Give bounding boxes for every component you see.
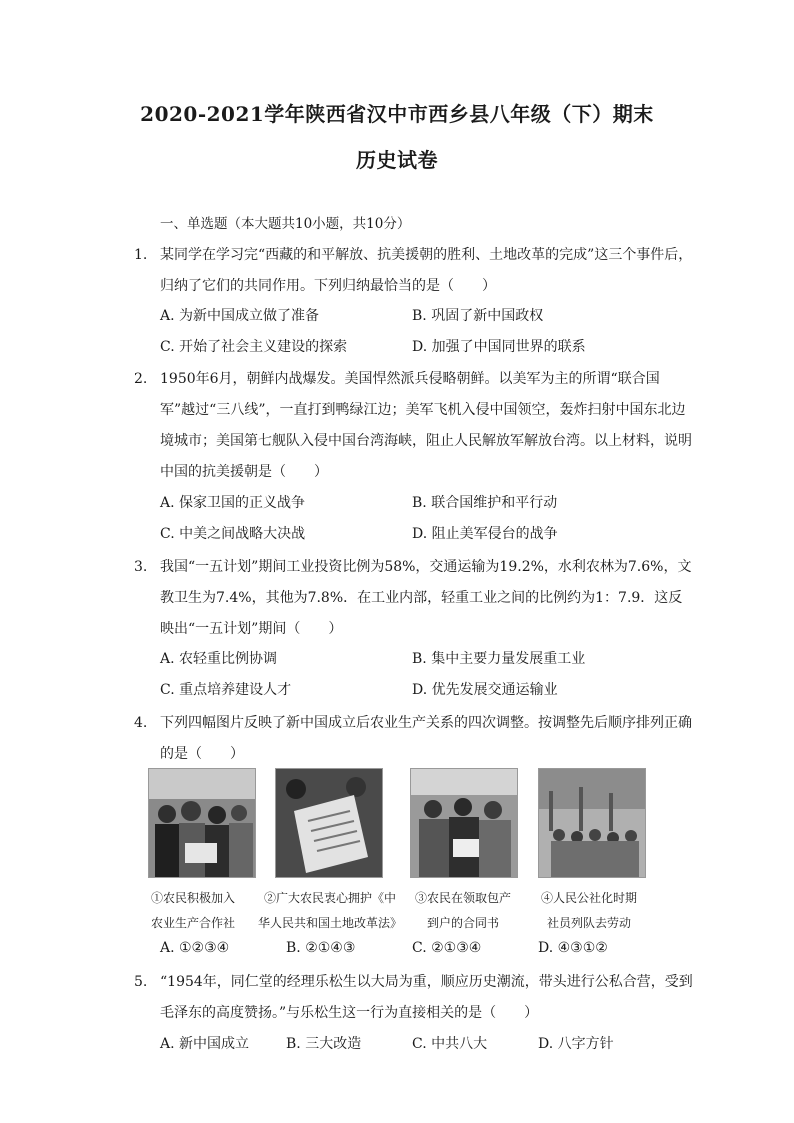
caption-line: 华人民共和国土地改革法》 [257, 916, 402, 930]
exam-title-line-1: 2020-2021学年陕西省汉中市西乡县八年级（下）期末 [140, 102, 654, 126]
option-a: A. 为新中国成立做了准备 [160, 308, 320, 324]
photo-3-household-contract [410, 768, 518, 878]
question-number: 2. [134, 371, 148, 387]
caption-line: 到户的合同书 [426, 916, 499, 930]
caption-line: ②广大农民衷心拥护《中 [263, 891, 396, 905]
question-5 [134, 967, 694, 1029]
photo-2-caption [256, 886, 404, 936]
question-3 [134, 552, 694, 645]
photo-1-caption [128, 886, 258, 936]
option-c: C. ②①③④ [412, 940, 482, 956]
question-number: 4. [134, 715, 148, 731]
photo-4-peoples-commune [538, 768, 646, 878]
option-a: A. ①②③④ [160, 940, 230, 956]
option-c: C. 中美之间战略大决战 [160, 526, 306, 542]
caption-line: 农业生产合作社 [150, 916, 235, 930]
question-stem: 1950年6月，朝鲜内战爆发。美国悍然派兵侵略朝鲜。以美军为主的所谓“联合国军”越过“三八线”，一直打到鸭绿江边；美军飞机入侵中国领空，轰炸扫射中国东北边境城市；美国第七舰队入侵中国台湾海峡，阻止人民解放军解放台湾。以上材料，说明中国的抗美援朝是（ ） [160, 371, 692, 480]
question-stem: 下列四幅图片反映了新中国成立后农业生产关系的四次调整。按调整先后顺序排列正确的是（ ） [160, 715, 692, 762]
option-d: D. ④③①② [538, 940, 608, 956]
caption-line: ③农民在领取包产 [414, 891, 511, 905]
option-d: D. 八字方针 [538, 1036, 614, 1052]
caption-line: ①农民积极加入 [150, 891, 235, 905]
question-number: 3. [134, 559, 148, 575]
option-a: A. 农轻重比例协调 [160, 651, 278, 667]
section-heading: 一、单选题（本大题共10小题，共10分） [160, 216, 411, 232]
question-2 [134, 364, 694, 488]
option-b: B. 三大改造 [286, 1036, 362, 1052]
option-b: B. 集中主要力量发展重工业 [412, 651, 586, 667]
caption-line: ④人民公社化时期 [540, 891, 637, 905]
exam-title-line-2: 历史试卷 [356, 148, 438, 172]
option-a: A. 新中国成立 [160, 1036, 250, 1052]
option-c: C. 重点培养建设人才 [160, 682, 292, 698]
option-b: B. ②①④③ [286, 940, 356, 956]
question-1 [134, 240, 694, 302]
photo-1-cooperative [148, 768, 256, 878]
question-stem: “1954年，同仁堂的经理乐松生以大局为重，顺应历史潮流，带头进行公私合营，受到毛泽东的高度赞扬。”与乐松生这一行为直接相关的是（ ） [160, 974, 693, 1021]
option-d: D. 阻止美军侵台的战争 [412, 526, 558, 542]
photo-3-caption [398, 886, 528, 936]
option-c: C. 中共八大 [412, 1036, 488, 1052]
question-stem: 某同学在学习完“西藏的和平解放、抗美援朝的胜利、土地改革的完成”这三个事件后，归纳了它们的共同作用。下列归纳最恰当的是（ ） [160, 247, 693, 294]
question-number: 5. [134, 974, 148, 990]
option-c: C. 开始了社会主义建设的探索 [160, 339, 348, 355]
caption-line: 社员列队去劳动 [546, 916, 631, 930]
question-stem: 我国“一五计划”期间工业投资比例为58%，交通运输为19.2%，水利农林为7.6%，文教卫生为7.4%，其他为7.8%．在工业内部，轻重工业之间的比例约为1：7.9．这反映出“一五计划”期间（ ） [160, 559, 692, 637]
option-b: B. 巩固了新中国政权 [412, 308, 544, 324]
option-a: A. 保家卫国的正义战争 [160, 495, 306, 511]
photo-4-caption [524, 886, 654, 936]
option-b: B. 联合国维护和平行动 [412, 495, 558, 511]
option-d: D. 加强了中国同世界的联系 [412, 339, 586, 355]
question-number: 1. [134, 247, 148, 263]
option-d: D. 优先发展交通运输业 [412, 682, 558, 698]
question-4 [134, 708, 694, 770]
photo-2-land-reform [275, 768, 383, 878]
